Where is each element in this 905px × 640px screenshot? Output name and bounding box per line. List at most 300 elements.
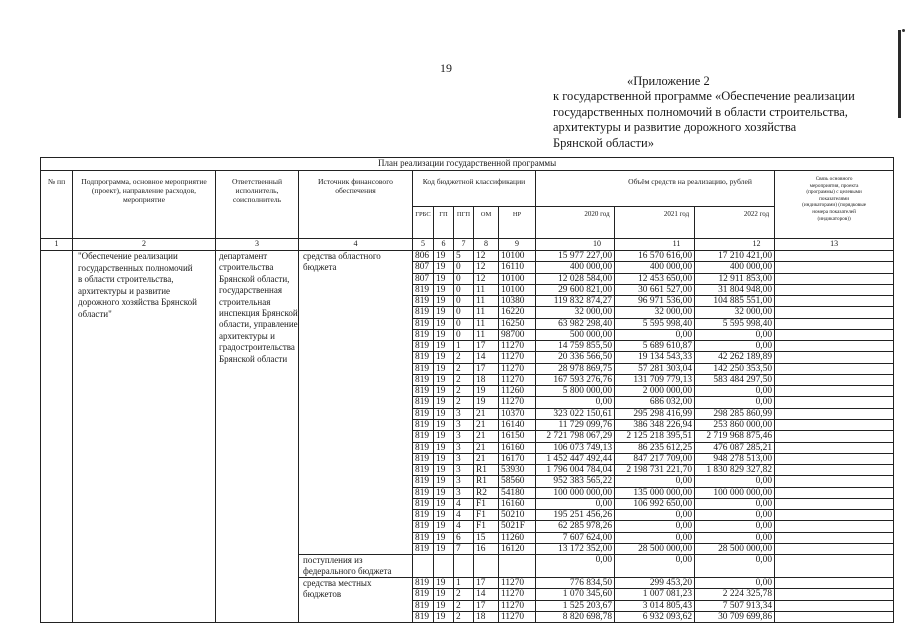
header-year-2022: 2022 год [695,207,775,239]
pgp-cell: 7 [454,543,474,554]
grbs-cell: 819 [413,476,434,487]
pgp-cell: 2 [454,589,474,600]
om-cell: F1 [474,521,499,532]
pgp-cell: 4 [454,510,474,521]
nr-cell: 54180 [499,487,536,498]
amount-2020-cell: 11 729 099,76 [536,419,615,430]
om-cell: 21 [474,419,499,430]
om-cell: 11 [474,284,499,295]
grbs-cell: 819 [413,284,434,295]
gp-cell: 19 [434,476,454,487]
column-number-row [41,239,894,251]
executor-cell: департамент строительства Брянской области, государственная строительная инспекция Брянской области, управление архитектуры и градостроительства Брянской области [216,251,299,623]
amount-2021-cell: 386 348 226,94 [615,419,695,430]
amount-2020-cell: 0,00 [536,498,615,509]
pgp-cell: 2 [454,600,474,611]
nr-cell: 10100 [499,273,536,284]
indicator-link-cell [775,532,894,543]
indicator-link-cell [775,611,894,622]
amount-2020-cell: 8 820 698,78 [536,611,615,622]
amount-2021-cell: 19 134 543,33 [615,352,695,363]
gp-cell: 19 [434,307,454,318]
pgp-cell: 3 [454,442,474,453]
pgp-cell: 0 [454,329,474,340]
appendix-subtitle: к государственной программе «Обеспечение реализации государственных полномочий в области строительства, архитектуры и развитие дорожного хозяйства Брянской области» [553,89,855,151]
nr-cell: 11270 [499,578,536,589]
amount-2021-cell: 106 992 650,00 [615,498,695,509]
column-number: 1 [41,239,73,251]
implementation-plan-table [40,157,894,623]
header-funding-source: Источник финансового обеспечения [299,171,413,239]
scan-edge-mark [898,30,901,118]
om-cell: 21 [474,431,499,442]
header-program: Подпрограмма, основное мероприятие (проект), направление расходов, мероприятие [73,171,216,239]
amount-2022-cell: 0,00 [695,578,775,589]
om-cell: 12 [474,273,499,284]
pgp-cell [454,555,474,578]
indicator-link-cell [775,476,894,487]
header-year-2020: 2020 год [536,207,615,239]
gp-cell: 19 [434,296,454,307]
indicator-link-cell [775,386,894,397]
gp-cell: 19 [434,498,454,509]
header-grbs: ГРБС [413,207,434,239]
gp-cell: 19 [434,374,454,385]
amount-2022-cell: 0,00 [695,341,775,352]
table-row [41,251,894,262]
header-nr: НР [499,207,536,239]
indicator-link-cell [775,318,894,329]
indicator-link-cell [775,465,894,476]
gp-cell: 19 [434,284,454,295]
indicator-link-cell [775,284,894,295]
grbs-cell: 819 [413,386,434,397]
nr-cell: 16110 [499,262,536,273]
amount-2021-cell: 86 235 612,25 [615,442,695,453]
nr-cell: 53930 [499,465,536,476]
amount-2020-cell: 119 832 874,27 [536,296,615,307]
amount-2020-cell: 5 800 000,00 [536,386,615,397]
amount-2022-cell: 32 000,00 [695,307,775,318]
gp-cell: 19 [434,262,454,273]
amount-2022-cell: 583 484 297,50 [695,374,775,385]
column-number: 10 [536,239,615,251]
amount-2021-cell: 295 298 416,99 [615,408,695,419]
nr-cell: 16170 [499,453,536,464]
amount-2020-cell: 29 600 821,00 [536,284,615,295]
funding-source-cell: средства областного бюджета [299,251,413,555]
grbs-cell: 819 [413,611,434,622]
nr-cell: 16140 [499,419,536,430]
indicator-link-cell [775,374,894,385]
amount-2020-cell: 62 285 978,26 [536,521,615,532]
amount-2022-cell: 2 719 968 875,46 [695,431,775,442]
om-cell: 17 [474,578,499,589]
amount-2022-cell: 0,00 [695,397,775,408]
gp-cell: 19 [434,521,454,532]
amount-2022-cell: 0,00 [695,386,775,397]
om-cell: 14 [474,352,499,363]
column-number: 6 [434,239,454,251]
amount-2021-cell: 847 217 709,00 [615,453,695,464]
amount-2020-cell: 167 593 276,76 [536,374,615,385]
amount-2022-cell: 0,00 [695,555,775,578]
nr-cell: 11270 [499,363,536,374]
amount-2020-cell: 32 000,00 [536,307,615,318]
pgp-cell: 3 [454,419,474,430]
indicator-link-cell [775,307,894,318]
grbs-cell: 807 [413,262,434,273]
pgp-cell: 6 [454,532,474,543]
amount-2022-cell: 0,00 [695,521,775,532]
amount-2021-cell: 0,00 [615,510,695,521]
amount-2021-cell: 6 932 093,62 [615,611,695,622]
amount-2022-cell: 42 262 189,89 [695,352,775,363]
amount-2020-cell: 952 383 565,22 [536,476,615,487]
amount-2021-cell: 28 500 000,00 [615,543,695,554]
amount-2022-cell: 0,00 [695,476,775,487]
amount-2021-cell: 0,00 [615,555,695,578]
gp-cell: 19 [434,273,454,284]
header-amount: Объём средств на реализацию, рублей [536,171,775,207]
amount-2021-cell: 16 570 616,00 [615,251,695,262]
indicator-link-cell [775,600,894,611]
gp-cell [434,555,454,578]
nr-cell: 16150 [499,431,536,442]
indicator-link-cell [775,510,894,521]
header-om: ОМ [474,207,499,239]
column-number: 9 [499,239,536,251]
indicator-link-cell [775,352,894,363]
amount-2021-cell: 96 971 536,00 [615,296,695,307]
gp-cell: 19 [434,419,454,430]
amount-2022-cell: 476 087 285,21 [695,442,775,453]
gp-cell: 19 [434,543,454,554]
header-budget-code: Код бюджетной классификации [413,171,536,207]
om-cell: F1 [474,510,499,521]
indicator-link-cell [775,442,894,453]
pgp-cell: 3 [454,453,474,464]
grbs-cell: 819 [413,329,434,340]
grbs-cell: 819 [413,453,434,464]
nr-cell: 98700 [499,329,536,340]
appendix-title: «Приложение 2 [627,74,710,88]
indicator-link-cell [775,419,894,430]
gp-cell: 19 [434,578,454,589]
header-indicators: Связь основного мероприятия, проекта (программы) с целевыми показателями (индикаторами) (порядковые номера показателей (индикаторов)) [775,171,894,239]
column-number: 13 [775,239,894,251]
gp-cell: 19 [434,431,454,442]
pgp-cell: 3 [454,431,474,442]
amount-2022-cell: 100 000 000,00 [695,487,775,498]
grbs-cell: 819 [413,532,434,543]
header-row-number: № пп [41,171,73,239]
amount-2021-cell: 30 661 527,00 [615,284,695,295]
om-cell: 11 [474,296,499,307]
nr-cell: 5021F [499,521,536,532]
nr-cell: 16220 [499,307,536,318]
plan-body [41,251,894,623]
header-row [41,171,894,207]
pgp-cell: 2 [454,386,474,397]
gp-cell: 19 [434,600,454,611]
indicator-link-cell [775,363,894,374]
om-cell: 14 [474,589,499,600]
amount-2021-cell: 2 198 731 221,70 [615,465,695,476]
nr-cell: 11260 [499,532,536,543]
column-number: 11 [615,239,695,251]
pgp-cell: 0 [454,296,474,307]
caption-row [41,158,894,171]
nr-cell [499,555,536,578]
indicator-link-cell [775,578,894,589]
grbs-cell: 819 [413,442,434,453]
amount-2020-cell: 0,00 [536,397,615,408]
gp-cell: 19 [434,386,454,397]
pgp-cell: 2 [454,397,474,408]
om-cell: 12 [474,262,499,273]
nr-cell: 58560 [499,476,536,487]
amount-2022-cell: 104 885 551,00 [695,296,775,307]
gp-cell: 19 [434,251,454,262]
grbs-cell: 819 [413,307,434,318]
nr-cell: 11270 [499,352,536,363]
pgp-cell: 4 [454,498,474,509]
nr-cell: 50210 [499,510,536,521]
pgp-cell: 2 [454,611,474,622]
gp-cell: 19 [434,510,454,521]
gp-cell: 19 [434,408,454,419]
pgp-cell: 3 [454,465,474,476]
amount-2022-cell: 5 595 998,40 [695,318,775,329]
grbs-cell: 819 [413,419,434,430]
pgp-cell: 3 [454,408,474,419]
program-name-cell: "Обеспечение реализации государственных полномочий в области строительства, архитектуры и развитие дорожного хозяйства Брянской области" [73,251,216,623]
gp-cell: 19 [434,442,454,453]
column-number: 3 [216,239,299,251]
grbs-cell: 819 [413,521,434,532]
gp-cell: 19 [434,589,454,600]
amount-2021-cell: 131 709 779,13 [615,374,695,385]
nr-cell: 16160 [499,442,536,453]
om-cell: R1 [474,476,499,487]
amount-2021-cell: 2 125 218 395,51 [615,431,695,442]
nr-cell: 11270 [499,589,536,600]
amount-2021-cell: 1 007 081,23 [615,589,695,600]
grbs-cell: 819 [413,510,434,521]
om-cell: 17 [474,341,499,352]
header-gp: ГП [434,207,454,239]
amount-2021-cell: 135 000 000,00 [615,487,695,498]
nr-cell: 10380 [499,296,536,307]
nr-cell: 11270 [499,397,536,408]
amount-2022-cell: 1 830 829 327,82 [695,465,775,476]
amount-2021-cell: 299 453,20 [615,578,695,589]
nr-cell: 16160 [499,498,536,509]
grbs-cell: 819 [413,487,434,498]
amount-2022-cell: 17 210 421,00 [695,251,775,262]
row-number-cell [41,251,73,623]
amount-2022-cell: 0,00 [695,532,775,543]
gp-cell: 19 [434,329,454,340]
amount-2021-cell: 5 689 610,87 [615,341,695,352]
nr-cell: 11270 [499,341,536,352]
amount-2021-cell: 2 000 000,00 [615,386,695,397]
amount-2021-cell: 5 595 998,40 [615,318,695,329]
amount-2021-cell: 686 032,00 [615,397,695,408]
indicator-link-cell [775,408,894,419]
grbs-cell: 819 [413,543,434,554]
nr-cell: 10100 [499,251,536,262]
om-cell: 21 [474,408,499,419]
amount-2022-cell: 7 507 913,34 [695,600,775,611]
om-cell: 19 [474,386,499,397]
amount-2021-cell: 0,00 [615,476,695,487]
grbs-cell: 819 [413,341,434,352]
column-number: 5 [413,239,434,251]
amount-2022-cell: 298 285 860,99 [695,408,775,419]
om-cell: 18 [474,374,499,385]
indicator-link-cell [775,543,894,554]
amount-2020-cell: 12 028 584,00 [536,273,615,284]
pgp-cell: 4 [454,521,474,532]
om-cell: 21 [474,453,499,464]
gp-cell: 19 [434,363,454,374]
amount-2021-cell: 12 453 650,00 [615,273,695,284]
amount-2020-cell: 13 172 352,00 [536,543,615,554]
nr-cell: 11270 [499,611,536,622]
indicator-link-cell [775,498,894,509]
amount-2020-cell: 776 834,50 [536,578,615,589]
grbs-cell: 819 [413,578,434,589]
om-cell: 21 [474,442,499,453]
header-year-2021: 2021 год [615,207,695,239]
pgp-cell: 0 [454,273,474,284]
om-cell: 16 [474,543,499,554]
grbs-cell: 819 [413,363,434,374]
pgp-cell: 2 [454,363,474,374]
om-cell: 17 [474,363,499,374]
gp-cell: 19 [434,397,454,408]
om-cell: R1 [474,465,499,476]
amount-2020-cell: 0,00 [536,555,615,578]
indicator-link-cell [775,453,894,464]
indicator-link-cell [775,329,894,340]
grbs-cell: 819 [413,465,434,476]
pgp-cell: 2 [454,374,474,385]
om-cell: 11 [474,318,499,329]
amount-2020-cell: 2 721 798 067,29 [536,431,615,442]
om-cell: 11 [474,307,499,318]
amount-2021-cell: 57 281 303,04 [615,363,695,374]
amount-2020-cell: 500 000,00 [536,329,615,340]
indicator-link-cell [775,262,894,273]
nr-cell: 10370 [499,408,536,419]
indicator-link-cell [775,589,894,600]
om-cell: 11 [474,329,499,340]
amount-2022-cell: 0,00 [695,498,775,509]
amount-2020-cell: 20 336 566,50 [536,352,615,363]
amount-2022-cell: 948 278 513,00 [695,453,775,464]
pgp-cell: 0 [454,318,474,329]
column-number: 4 [299,239,413,251]
amount-2021-cell: 400 000,00 [615,262,695,273]
nr-cell: 16120 [499,543,536,554]
amount-2020-cell: 14 759 855,50 [536,341,615,352]
pgp-cell: 5 [454,251,474,262]
pgp-cell: 0 [454,262,474,273]
nr-cell: 10100 [499,284,536,295]
gp-cell: 19 [434,611,454,622]
grbs-cell: 819 [413,374,434,385]
indicator-link-cell [775,397,894,408]
indicator-link-cell [775,251,894,262]
amount-2022-cell: 12 911 853,00 [695,273,775,284]
gp-cell: 19 [434,341,454,352]
grbs-cell: 819 [413,318,434,329]
amount-2021-cell: 0,00 [615,521,695,532]
nr-cell: 11270 [499,600,536,611]
om-cell: 15 [474,532,499,543]
grbs-cell: 819 [413,296,434,307]
gp-cell: 19 [434,318,454,329]
pgp-cell: 3 [454,476,474,487]
gp-cell: 19 [434,487,454,498]
grbs-cell: 819 [413,408,434,419]
amount-2021-cell: 0,00 [615,329,695,340]
amount-2020-cell: 1 452 447 492,44 [536,453,615,464]
pgp-cell: 0 [454,307,474,318]
amount-2020-cell: 63 982 298,40 [536,318,615,329]
amount-2020-cell: 106 073 749,13 [536,442,615,453]
indicator-link-cell [775,341,894,352]
pgp-cell: 3 [454,487,474,498]
pgp-cell: 2 [454,352,474,363]
amount-2022-cell: 0,00 [695,510,775,521]
nr-cell: 11270 [499,374,536,385]
indicator-link-cell [775,521,894,532]
amount-2022-cell: 253 860 000,00 [695,419,775,430]
gp-cell: 19 [434,453,454,464]
indicator-link-cell [775,296,894,307]
header-pgp: ПГП [454,207,474,239]
page-number: 19 [440,61,452,75]
amount-2022-cell: 142 250 353,50 [695,363,775,374]
grbs-cell: 819 [413,498,434,509]
om-cell: F1 [474,498,499,509]
amount-2022-cell: 400 000,00 [695,262,775,273]
amount-2020-cell: 1 525 203,67 [536,600,615,611]
amount-2022-cell: 2 224 325,78 [695,589,775,600]
pgp-cell: 1 [454,578,474,589]
table-caption: План реализации государственной программы [41,158,894,171]
om-cell: 17 [474,600,499,611]
column-number: 12 [695,239,775,251]
indicator-link-cell [775,487,894,498]
amount-2020-cell: 28 978 869,75 [536,363,615,374]
om-cell: 12 [474,251,499,262]
om-cell: R2 [474,487,499,498]
column-number: 7 [454,239,474,251]
grbs-cell: 819 [413,600,434,611]
amount-2020-cell: 15 977 227,00 [536,251,615,262]
amount-2020-cell: 400 000,00 [536,262,615,273]
grbs-cell: 807 [413,273,434,284]
om-cell: 19 [474,397,499,408]
funding-source-cell: средства местных бюджетов [299,578,413,623]
amount-2021-cell: 32 000,00 [615,307,695,318]
grbs-cell: 819 [413,589,434,600]
